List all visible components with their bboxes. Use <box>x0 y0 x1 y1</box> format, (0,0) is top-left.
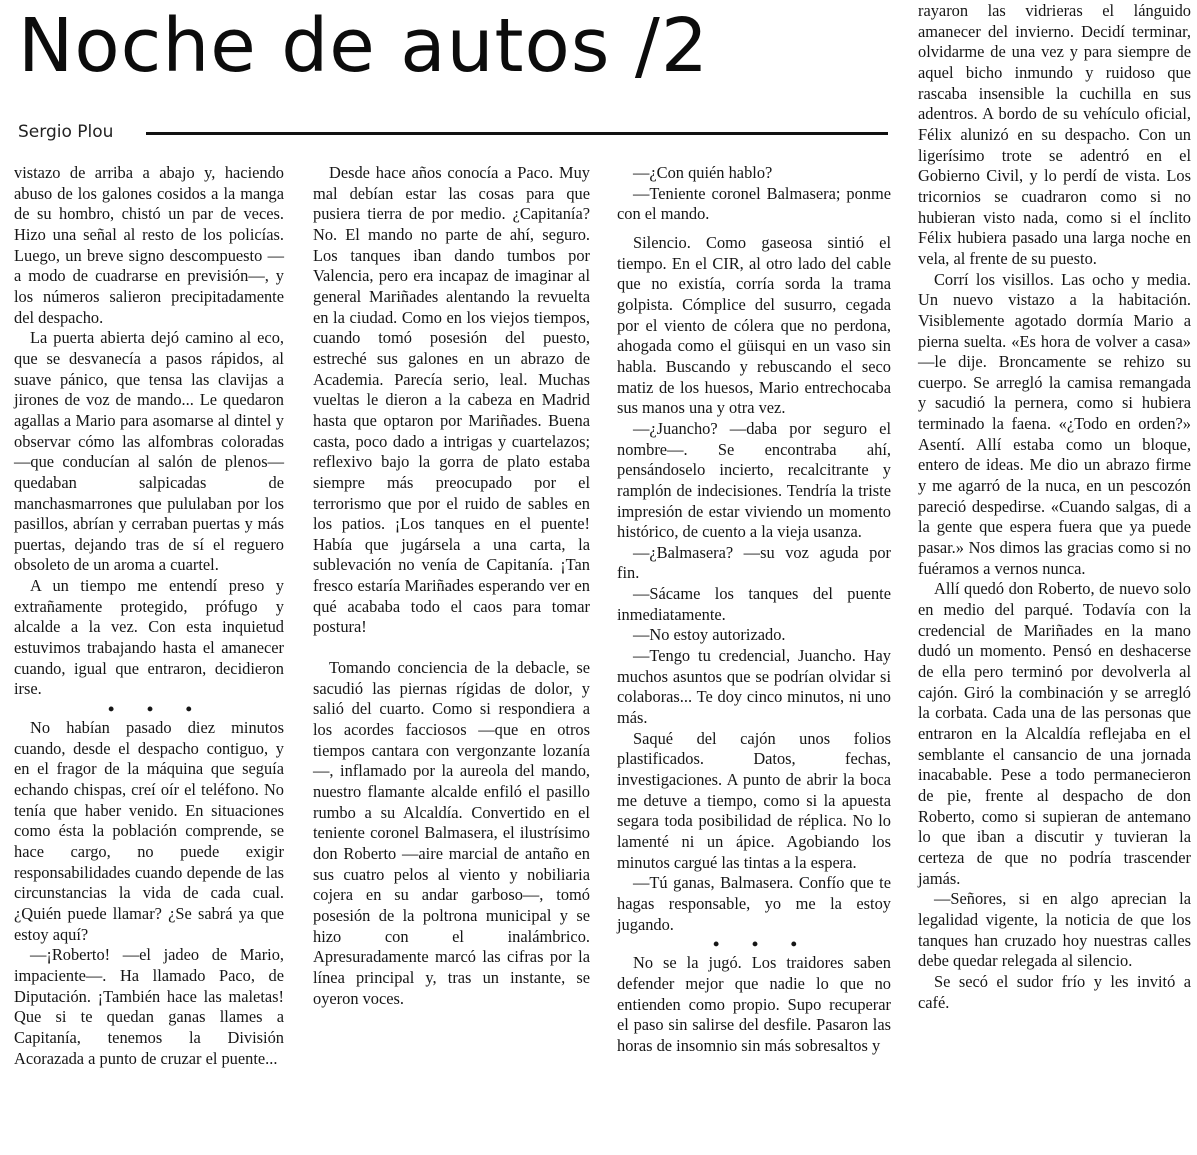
paragraph: —No estoy autorizado. <box>633 625 786 645</box>
column-2 <box>313 163 590 1009</box>
paragraph-gap <box>617 225 891 233</box>
paragraph-gap <box>313 638 590 658</box>
paragraph: La puerta abierta dejó camino al eco, que se desvanecía a pasos rápidos, al suave pánico, que tensa las clavijas a jirones de voz de mando... Le quedaron agallas a Mario para asomarse al dintel y observar cómo las alfombras coloradas —que conducían al salón de plenos— quedaban salpicadas de manchasmarrones que pululaban por los pasillos, abrían y cerraban puertas y más puertas, dejando tras de sí el reguero obsoleto de un aroma a cuartel. <box>14 328 284 575</box>
paragraph: Allí quedó don Roberto, de nuevo solo en medio del parqué. Todavía con la credencial de Mariñades en la mano dudó un momento. Pensó en deshacerse de ella pero terminó por devolverla al cajón. Giró la combinación y se arregló la corbata. Cada una de las personas que entraron en la Alcaldía reflejaba en el semblante el cansancio de una jornada inacabable. Pese a todo permanecieron de pie, frente al despacho de don Roberto, como si supieran de antemano lo que iban a discutir y tuvieran la certeza de que no podría trascender jamás. <box>918 579 1191 888</box>
paragraph: vistazo de arriba a abajo y, haciendo abuso de los galones cosidos a la manga de su hombro, chistó un par de veces. Hizo una señal al resto de los policías. Luego, un breve signo descompuesto —a modo de cuadrarse en previsión—, y los números salieron precipitadamente del despacho. <box>14 163 284 327</box>
paragraph: —Teniente coronel Balmasera; ponme con el mando. <box>617 183 891 224</box>
author-byline: Sergio Plou <box>18 122 114 142</box>
paragraph: Saqué del cajón unos folios plastificados. Datos, fechas, investigaciones. A punto de abrir la boca me detuve a tiempo, como si la apuesta segara toda posibilidad de réplica. No lo lamenté ni un ápice. Agobiando los minutos cargué las tintas a la espera. <box>617 728 891 872</box>
paragraph: Tomando conciencia de la debacle, se sacudió las piernas rígidas de dolor, y salió del cuarto. Como si respondiera a los acordes facciosos —que en otros tiempos cantara con vergonzante lozanía—, inflamado por la aureola del mando, nuestro flamante alcalde enfiló el pasillo rumbo a su Alcaldía. Convertido en el teniente coronel Balmasera, el ilustrísimo don Roberto —aire marcial de antaño en sus cuatro pelos al viento y nobiliaria cojera en su andar garboso—, tomó posesión de la poltrona municipal y se hizo con el inalámbrico. Apresuradamente marcó las cifras por la línea principal y, tras un instante, se oyeron voces. <box>313 658 590 1008</box>
paragraph: Corrí los visillos. Las ocho y media. Un nuevo vistazo a la habitación. Visiblemente agotado dormía Mario a pierna suelta. «Es hora de volver a casa» —le dije. Broncamente se rehizo su cuerpo. Se arregló la camisa remangada y sacudió la pernera, como si hubiera terminado la faena. «¿Todo en orden?» Asentí. Allí estaba como un bloque, entero de ideas. Me dio un abrazo firme y me agarró de la nuca, en un pescozón pareció despedirse. «Cuando salgas, di a la gente que espera fuera que ya puede pasar.» Nos dimos las gracias como si no fuéramos a vernos nunca. <box>918 269 1191 578</box>
title-rule <box>146 132 888 135</box>
paragraph: —Sácame los tanques del puente inmediatamente. <box>617 584 891 624</box>
column-1 <box>14 163 284 1069</box>
paragraph: —¿Con quién hablo? <box>633 163 773 182</box>
paragraph: rayaron las vidrieras el lánguido amanecer del invierno. Decidí terminar, olvidarme de una vez y para siempre de aquel bicho inmundo y ruidoso que rascaba insensible la cuchilla en sus adentros. A bordo de su vehículo oficial, Félix alunizó en su despacho. Con un ligerísimo trote se adentró en el Gobierno Civil, y lo perdí de vista. Los tricornios se cuadraron como si no hubieran visto nada, como si el ínclito Félix hubiera pasado una larga noche en vela, al frente de su puesto. <box>918 1 1191 268</box>
section-separator: • • • <box>713 934 811 955</box>
paragraph: —¡Roberto! —el jadeo de Mario, impaciente—. Ha llamado Paco, de Diputación. ¡También hace las maletas! Que si te quedan ganas llames a Capitanía, tenemos la División Acorazada a punto de cruzar el puente... <box>14 945 284 1068</box>
paragraph: —¿Juancho? —daba por seguro el nombre—. Se encontraba ahí, pensándoselo incierto, recalcitrante y ramplón de indecisiones. Tendría la triste impresión de estar viviendo un momento histórico, de cuento a la vieja usanza. <box>617 418 891 542</box>
article-title: Noche de autos /2 <box>18 3 709 89</box>
section-separator: • • • <box>108 699 206 720</box>
column-3 <box>617 163 891 1057</box>
paragraph: Se secó el sudor frío y les invitó a café. <box>918 971 1191 1012</box>
paragraph: —Tengo tu credencial, Juancho. Hay muchos asuntos que se podrían olvidar si colaboras... Te doy cinco minutos, ni uno más. <box>617 646 891 728</box>
paragraph: —¿Balmasera? —su voz aguda por fin. <box>617 542 891 583</box>
paragraph: A un tiempo me entendí preso y extrañamente protegido, prófugo y alcalde a la vez. Con esta inquietud estuvimos trabajando hasta el amanecer cuando, igual que entraron, decidieron irse. <box>14 576 284 699</box>
column-4 <box>918 1 1191 1013</box>
paragraph: —Tú ganas, Balmasera. Confío que te hagas responsable, yo me la estoy jugando. <box>617 873 891 934</box>
paragraph: No habían pasado diez minutos cuando, desde el despacho contiguo, y en el fragor de la máquina que seguía echando chispas, creí oír el teléfono. No tenía que haber venido. En situaciones como ésta la población comprende, se hace cargo, no puede exigir responsabilidades cuando depende de las circunstancias la vida de cada cual. ¿Quién puede llamar? ¿Se sabrá ya que estoy aquí? <box>14 718 284 944</box>
paragraph: Desde hace años conocía a Paco. Muy mal debían estar las cosas para que pusiera tierra de por medio. ¿Capitanía? No. El mando no parte de ahí, seguro. Los tanques iban dando tumbos por Valencia, pero era incapaz de imaginar al general Mariñades alentando la revuelta en la ciudad. Como en los viejos tiempos, cuando tomó posesión del puesto, estreché sus galones en un abrazo de Academia. Parecía serio, leal. Muchas vueltas le dieron a la cabeza en Madrid hasta que optaron por Mariñades. Buena casta, poco dado a intrigas y cuartelazos; reflexivo bajo la gorra de plato estaba siempre más preocupado por el terrorismo que por el ruido de sables en los patios. ¡Los tanques en el puente! Había que jugársela a una carta, la sublevación no venía de Capitanía. ¡Tan fresco estaría Mariñades esperando ver en qué acababa todo el caos para tomar postura! <box>313 163 590 637</box>
paragraph: No se la jugó. Los traidores saben defender mejor que nadie lo que no entienden como propio. Supo recuperar el paso sin salirse del desfile. Pasaron las horas de insomnio sin más sobresaltos y <box>617 953 891 1055</box>
paragraph: Silencio. Como gaseosa sintió el tiempo. En el CIR, al otro lado del cable que no existía, corría sorda la trama golpista. Cómplice del susurro, cegada por el viento de cólera que no perdona, ahogada como el güisqui en un vaso sin habla. Buscando y rebuscando el seco matiz de los huesos, Mario entrechocaba sus manos una y otra vez. <box>617 232 891 418</box>
paragraph: —Señores, si en algo aprecian la legalidad vigente, la noticia de que los tanques han cruzado hoy nuestras calles debe quedar relegada al silencio. <box>918 889 1191 971</box>
